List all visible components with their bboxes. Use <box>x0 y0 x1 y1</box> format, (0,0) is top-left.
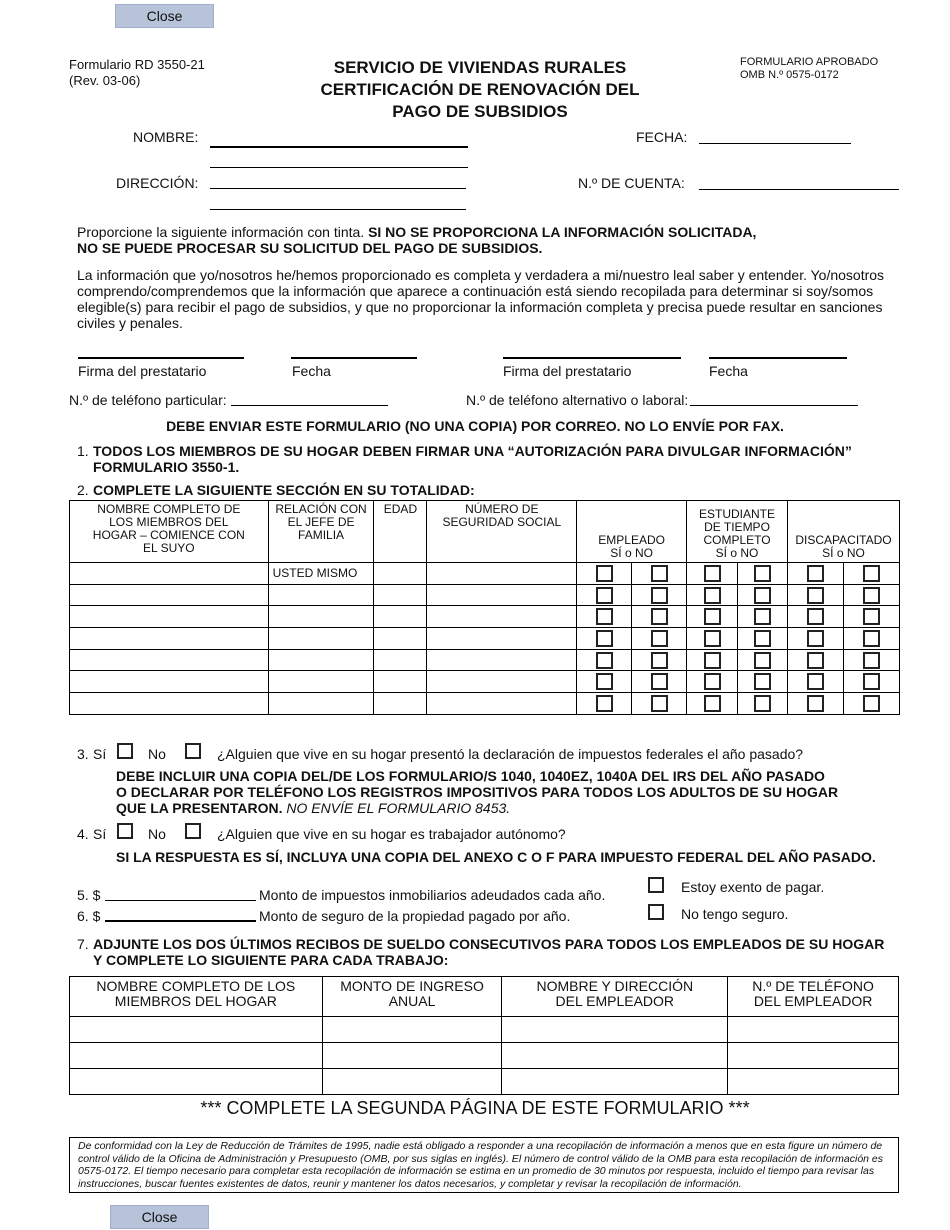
cell-discapacitado-no <box>843 563 899 585</box>
household-row <box>70 563 900 585</box>
item3-bold-line1: DEBE INCLUIR UNA COPIA DEL/DE LOS FORMULARIO/S 1040, 1040EZ, 1040A DEL IRS DEL AÑO PASADO <box>116 768 825 784</box>
item2-number: 2. <box>77 482 89 498</box>
cell-empleado-no <box>632 563 687 585</box>
estudiante-no-checkbox[interactable] <box>754 630 771 647</box>
income-h4a: N.º DE TELÉFONO <box>752 978 874 994</box>
firma2-label: Firma del prestatario <box>503 363 632 379</box>
cell-ssn[interactable] <box>427 693 577 715</box>
direccion-label: DIRECCIÓN: <box>116 175 199 191</box>
cell-estudiante-no <box>738 628 788 650</box>
cell-discapacitado-si <box>788 693 844 715</box>
item1-line2: FORMULARIO 3550-1. <box>93 459 240 475</box>
item4-no-checkbox[interactable] <box>185 823 201 839</box>
item3-italic-note: NO ENVÍE EL FORMULARIO 8453. <box>282 800 511 816</box>
direccion-field-2[interactable] <box>210 209 466 210</box>
form-number: Formulario RD 3550-21 <box>69 57 205 72</box>
omb-approval <box>740 56 878 82</box>
cell-edad[interactable] <box>374 671 427 693</box>
cell-nombre[interactable] <box>70 584 269 606</box>
discapacitado-no-checkbox[interactable] <box>863 630 880 647</box>
cell-nombre[interactable] <box>70 671 269 693</box>
cell-relacion[interactable] <box>268 671 374 693</box>
header-edad <box>374 501 427 563</box>
income-h1a: NOMBRE COMPLETO DE LOS <box>96 978 296 994</box>
fecha-field[interactable] <box>699 143 851 144</box>
cell-estudiante-no <box>738 671 788 693</box>
estudiante-no-checkbox[interactable] <box>754 565 771 582</box>
cell-edad[interactable] <box>374 563 427 585</box>
item3-question: ¿Alguien que vive en su hogar presentó la declaración de impuestos federales el año pasado? <box>217 746 804 762</box>
cell-ssn[interactable] <box>427 649 577 671</box>
title-line-3: PAGO DE SUBSIDIOS <box>392 102 568 121</box>
item6-no-insurance-checkbox[interactable] <box>648 904 664 920</box>
income-header-monto <box>322 977 502 1017</box>
cell-estudiante-si <box>687 649 738 671</box>
estudiante-no-checkbox[interactable] <box>754 587 771 604</box>
household-row <box>70 671 900 693</box>
cell-discapacitado-no <box>843 584 899 606</box>
income-header-empleador <box>502 977 728 1017</box>
header-nombre <box>70 501 269 563</box>
fecha1-field[interactable] <box>291 357 417 359</box>
discapacitado-no-checkbox[interactable] <box>863 608 880 625</box>
discapacitado-si-checkbox[interactable] <box>807 587 824 604</box>
empleado-no-checkbox[interactable] <box>651 673 668 690</box>
close-button-top[interactable]: Close <box>115 4 214 28</box>
item3-number: 3. <box>77 746 89 762</box>
cell-relacion[interactable] <box>268 584 374 606</box>
cell-edad[interactable] <box>374 649 427 671</box>
cell-empleado-no <box>632 693 687 715</box>
income-header-telefono <box>728 977 899 1017</box>
cell-empleado-si <box>577 671 632 693</box>
header-relacion-text: RELACIÓN CON EL JEFE DE FAMILIA <box>275 502 367 542</box>
cell-edad[interactable] <box>374 628 427 650</box>
household-row <box>70 606 900 628</box>
cell-estudiante-si <box>687 563 738 585</box>
firma1-field[interactable] <box>78 357 244 359</box>
item3-bold-line3: QUE LA PRESENTARON. <box>116 800 283 816</box>
household-row <box>70 693 900 715</box>
income-h3a: NOMBRE Y DIRECCIÓN <box>536 978 694 994</box>
header-estudiante-text: ESTUDIANTE DE TIEMPO COMPLETO <box>699 507 776 547</box>
firma2-field[interactable] <box>503 357 681 359</box>
cell-discapacitado-si <box>788 671 844 693</box>
cell-estudiante-si <box>687 584 738 606</box>
discapacitado-si-checkbox[interactable] <box>807 630 824 647</box>
income-cell[interactable] <box>728 1069 899 1095</box>
item1-line1: TODOS LOS MIEMBROS DE SU HOGAR DEBEN FIRMAR UNA “AUTORIZACIÓN PARA DIVULGAR INFORMACIÓN” <box>93 443 852 459</box>
nombre-field[interactable] <box>210 146 468 148</box>
header-edad-text: EDAD <box>383 502 418 516</box>
cell-nombre[interactable] <box>70 563 269 585</box>
nombre-label: NOMBRE: <box>133 129 199 145</box>
item4-si-checkbox[interactable] <box>117 823 133 839</box>
discapacitado-no-checkbox[interactable] <box>863 673 880 690</box>
cell-nombre[interactable] <box>70 693 269 715</box>
ink-instruction <box>77 224 887 256</box>
discapacitado-si-checkbox[interactable] <box>807 608 824 625</box>
income-h3b: DEL EMPLEADOR <box>555 993 675 1009</box>
item4-question: ¿Alguien que vive en su hogar es trabajador autónomo? <box>217 826 566 842</box>
cell-discapacitado-no <box>843 649 899 671</box>
cell-edad[interactable] <box>374 584 427 606</box>
item5-number: 5. $ <box>77 887 101 903</box>
cell-discapacitado-si <box>788 606 844 628</box>
cell-estudiante-si <box>687 671 738 693</box>
income-header-row <box>70 977 899 1017</box>
header-nombre-text: NOMBRE COMPLETO DE LOS MIEMBROS DEL HOGAR – COMIENCE CON EL SUYO <box>92 502 245 555</box>
income-cell[interactable] <box>502 1017 728 1043</box>
cell-empleado-no <box>632 606 687 628</box>
cell-discapacitado-no <box>843 693 899 715</box>
ink-instruction-warning-2: NO SE PUEDE PROCESAR SU SOLICITUD DEL PAGO DE SUBSIDIOS. <box>77 240 543 256</box>
form-title <box>270 57 690 123</box>
nombre-field-2[interactable] <box>210 167 468 168</box>
fecha-label: FECHA: <box>636 129 688 145</box>
item7-number: 7. <box>77 936 89 952</box>
item3-si-checkbox[interactable] <box>117 743 133 759</box>
item2-text: COMPLETE LA SIGUIENTE SECCIÓN EN SU TOTALIDAD: <box>93 482 475 498</box>
cell-empleado-si <box>577 563 632 585</box>
cell-ssn[interactable] <box>427 563 577 585</box>
fecha2-label: Fecha <box>709 363 748 379</box>
income-header-nombre <box>70 977 323 1017</box>
form-revision: (Rev. 03-06) <box>69 73 141 88</box>
title-line-2: CERTIFICACIÓN DE RENOVACIÓN DEL <box>320 80 640 99</box>
empleado-no-checkbox[interactable] <box>651 630 668 647</box>
income-h2b: ANUAL <box>388 993 436 1009</box>
cell-discapacitado-si <box>788 584 844 606</box>
household-row <box>70 628 900 650</box>
cell-discapacitado-no <box>843 628 899 650</box>
item4-no-label: No <box>148 826 166 842</box>
fecha2-field[interactable] <box>709 357 847 359</box>
cell-estudiante-si <box>687 693 738 715</box>
estudiante-si-checkbox[interactable] <box>704 673 721 690</box>
cell-edad[interactable] <box>374 693 427 715</box>
income-cell[interactable] <box>728 1017 899 1043</box>
estudiante-si-checkbox[interactable] <box>704 608 721 625</box>
income-h4b: DEL EMPLEADOR <box>753 993 873 1009</box>
cell-nombre[interactable] <box>70 649 269 671</box>
form-id <box>69 57 205 89</box>
cell-estudiante-no <box>738 606 788 628</box>
income-cell[interactable] <box>728 1043 899 1069</box>
estudiante-si-checkbox[interactable] <box>704 587 721 604</box>
item3-no-label: No <box>148 746 166 762</box>
item3-bold-line2: O DECLARAR POR TELÉFONO LOS REGISTROS IMPOSITIVOS PARA TODOS LOS ADULTOS DE SU HOGAR <box>116 784 839 800</box>
header-empleado-text: EMPLEADO <box>598 533 665 547</box>
cell-relacion[interactable] <box>268 606 374 628</box>
cell-estudiante-no <box>738 649 788 671</box>
estudiante-si-checkbox[interactable] <box>704 695 721 712</box>
close-button-bottom[interactable]: Close <box>110 1205 209 1229</box>
item3-si-label: Sí <box>93 746 107 762</box>
cell-ssn[interactable] <box>427 628 577 650</box>
cell-empleado-si <box>577 693 632 715</box>
title-line-1: SERVICIO DE VIVIENDAS RURALES <box>333 58 627 77</box>
firma1-label: Firma del prestatario <box>78 363 207 379</box>
discapacitado-si-checkbox[interactable] <box>807 673 824 690</box>
certification-paragraph: La información que yo/nosotros he/hemos proporcionado es completa y verdadera a mi/nuestro leal saber y entender. Yo/nosotros comprendo/comprendemos que la información que aparece a continuación está siendo recopilada para determinar si soy/somos elegible(s) para recibir el pago de subsidios, y que no proporcionar la información completa y precisa puede resultar en sanciones civiles y penales. <box>77 267 885 331</box>
income-table <box>69 976 899 1095</box>
item7-text <box>93 936 913 968</box>
cell-empleado-si <box>577 606 632 628</box>
empleado-si-checkbox[interactable] <box>596 695 613 712</box>
header-discapacitado-text: DISCAPACITADO <box>795 533 892 547</box>
cell-ssn[interactable] <box>427 671 577 693</box>
cell-ssn[interactable] <box>427 606 577 628</box>
item4-si-label: Sí <box>93 826 107 842</box>
income-cell[interactable] <box>70 1043 323 1069</box>
cell-estudiante-no <box>738 563 788 585</box>
cell-nombre[interactable] <box>70 606 269 628</box>
cell-relacion[interactable] <box>268 693 374 715</box>
empleado-no-checkbox[interactable] <box>651 565 668 582</box>
cuenta-field[interactable] <box>699 189 899 190</box>
estudiante-no-checkbox[interactable] <box>754 673 771 690</box>
cell-empleado-no <box>632 671 687 693</box>
omb-number: OMB N.º 0575-0172 <box>740 69 839 81</box>
item7-line2: Y COMPLETE LO SIGUIENTE PARA CADA TRABAJO: <box>93 952 449 968</box>
cell-empleado-no <box>632 649 687 671</box>
fecha1-label: Fecha <box>292 363 331 379</box>
cell-empleado-si <box>577 584 632 606</box>
income-row <box>70 1069 899 1095</box>
income-row <box>70 1017 899 1043</box>
empleado-si-checkbox[interactable] <box>596 565 613 582</box>
header-empleado <box>577 501 687 563</box>
tel-particular-field[interactable] <box>231 405 388 406</box>
item6-text: Monto de seguro de la propiedad pagado por año. <box>259 908 571 924</box>
tel-particular-label: N.º de teléfono particular: <box>69 392 227 408</box>
discapacitado-no-checkbox[interactable] <box>863 695 880 712</box>
header-discapacitado <box>788 501 900 563</box>
cell-discapacitado-no <box>843 671 899 693</box>
header-estudiante-sino: SÍ o NO <box>715 546 759 560</box>
empleado-si-checkbox[interactable] <box>596 673 613 690</box>
header-ssn-text: NÚMERO DE SEGURIDAD SOCIAL <box>442 502 562 529</box>
cell-estudiante-si <box>687 628 738 650</box>
cell-estudiante-no <box>738 584 788 606</box>
usted-mismo-label: USTED MISMO <box>272 566 358 581</box>
cell-estudiante-no <box>738 693 788 715</box>
cuenta-label: N.º DE CUENTA: <box>578 175 685 191</box>
empleado-no-checkbox[interactable] <box>651 652 668 669</box>
cell-discapacitado-si <box>788 628 844 650</box>
cell-empleado-no <box>632 584 687 606</box>
item6-number: 6. $ <box>77 908 101 924</box>
household-row <box>70 649 900 671</box>
cell-edad[interactable] <box>374 606 427 628</box>
approved-label: FORMULARIO APROBADO <box>740 56 879 68</box>
empleado-no-checkbox[interactable] <box>651 608 668 625</box>
income-cell[interactable] <box>322 1017 502 1043</box>
cell-empleado-si <box>577 649 632 671</box>
household-table <box>69 500 900 715</box>
cell-estudiante-si <box>687 606 738 628</box>
header-relacion <box>268 501 374 563</box>
item5-amount-field[interactable] <box>105 900 256 901</box>
cell-discapacitado-si <box>788 649 844 671</box>
cell-empleado-no <box>632 628 687 650</box>
cell-empleado-si <box>577 628 632 650</box>
income-row <box>70 1043 899 1069</box>
income-h2a: MONTO DE INGRESO <box>340 978 484 994</box>
item6-amount-field[interactable] <box>105 920 256 922</box>
empleado-si-checkbox[interactable] <box>596 652 613 669</box>
empleado-si-checkbox[interactable] <box>596 608 613 625</box>
cell-ssn[interactable] <box>427 584 577 606</box>
empleado-no-checkbox[interactable] <box>651 587 668 604</box>
income-cell[interactable] <box>502 1043 728 1069</box>
direccion-field[interactable] <box>210 188 466 189</box>
income-cell[interactable] <box>70 1017 323 1043</box>
empleado-si-checkbox[interactable] <box>596 630 613 647</box>
estudiante-si-checkbox[interactable] <box>704 652 721 669</box>
item6-no-insurance-label: No tengo seguro. <box>681 906 789 922</box>
mail-notice: DEBE ENVIAR ESTE FORMULARIO (NO UNA COPIA) POR CORREO. NO LO ENVÍE POR FAX. <box>166 418 784 434</box>
estudiante-no-checkbox[interactable] <box>754 695 771 712</box>
item5-text: Monto de impuestos inmobiliarios adeudados cada año. <box>259 887 606 903</box>
estudiante-si-checkbox[interactable] <box>704 565 721 582</box>
cell-relacion[interactable] <box>268 649 374 671</box>
empleado-si-checkbox[interactable] <box>596 587 613 604</box>
discapacitado-si-checkbox[interactable] <box>807 565 824 582</box>
cell-discapacitado-si <box>788 563 844 585</box>
paperwork-disclaimer: De conformidad con la Ley de Reducción de Trámites de 1995, nadie está obligado a responder a una recopilación de información a menos que en esta figure un número de control válido de la Oficina de Administración y Presupuesto (OMB, por sus siglas en inglés). El número de control válido de la OMB para esta recopilación de información es 0575-0172. El tiempo necesario para completar esta recopilación de información se estima en un promedio de 30 minutos por respuesta, incluido el tiempo para revisar las instrucciones, buscar fuentes existentes de datos, reunir y mantener los datos necesarios, y completar y revisar la recopilación de información. <box>69 1137 899 1193</box>
tel-alterno-label: N.º de teléfono alternativo o laboral: <box>466 392 689 408</box>
tel-alterno-field[interactable] <box>690 405 858 406</box>
ink-instruction-warning-1: SI NO SE PROPORCIONA LA INFORMACIÓN SOLICITADA, <box>368 224 757 240</box>
header-empleado-sino: SÍ o NO <box>610 546 653 560</box>
household-row <box>70 584 900 606</box>
item4-number: 4. <box>77 826 89 842</box>
income-cell[interactable] <box>502 1069 728 1095</box>
estudiante-no-checkbox[interactable] <box>754 652 771 669</box>
income-h1b: MIEMBROS DEL HOGAR <box>114 993 277 1009</box>
cell-nombre[interactable] <box>70 628 269 650</box>
item3-instructions <box>116 768 906 816</box>
discapacitado-no-checkbox[interactable] <box>863 652 880 669</box>
item7-line1: ADJUNTE LOS DOS ÚLTIMOS RECIBOS DE SUELDO CONSECUTIVOS PARA TODOS LOS EMPLEADOS DE SU HOGAR <box>93 936 885 952</box>
header-ssn <box>427 501 577 563</box>
cell-discapacitado-no <box>843 606 899 628</box>
header-estudiante <box>687 501 788 563</box>
estudiante-si-checkbox[interactable] <box>704 630 721 647</box>
header-discapacitado-sino: SÍ o NO <box>822 546 865 560</box>
item1-number: 1. <box>77 443 89 459</box>
item5-exempt-label: Estoy exento de pagar. <box>681 879 825 895</box>
discapacitado-no-checkbox[interactable] <box>863 565 880 582</box>
item4-instructions: SI LA RESPUESTA ES SÍ, INCLUYA UNA COPIA DEL ANEXO C O F PARA IMPUESTO FEDERAL DEL AÑO PASADO. <box>116 849 876 865</box>
income-cell[interactable] <box>322 1043 502 1069</box>
cell-relacion[interactable] <box>268 563 374 585</box>
item5-exempt-checkbox[interactable] <box>648 877 664 893</box>
discapacitado-si-checkbox[interactable] <box>807 695 824 712</box>
income-cell[interactable] <box>70 1069 323 1095</box>
page2-notice: *** COMPLETE LA SEGUNDA PÁGINA DE ESTE FORMULARIO *** <box>200 1098 750 1118</box>
item3-no-checkbox[interactable] <box>185 743 201 759</box>
income-cell[interactable] <box>322 1069 502 1095</box>
discapacitado-si-checkbox[interactable] <box>807 652 824 669</box>
household-header-row <box>70 501 900 563</box>
cell-relacion[interactable] <box>268 628 374 650</box>
empleado-no-checkbox[interactable] <box>651 695 668 712</box>
ink-instruction-text: Proporcione la siguiente información con tinta. <box>77 224 369 240</box>
item1-text <box>93 443 913 475</box>
discapacitado-no-checkbox[interactable] <box>863 587 880 604</box>
estudiante-no-checkbox[interactable] <box>754 608 771 625</box>
